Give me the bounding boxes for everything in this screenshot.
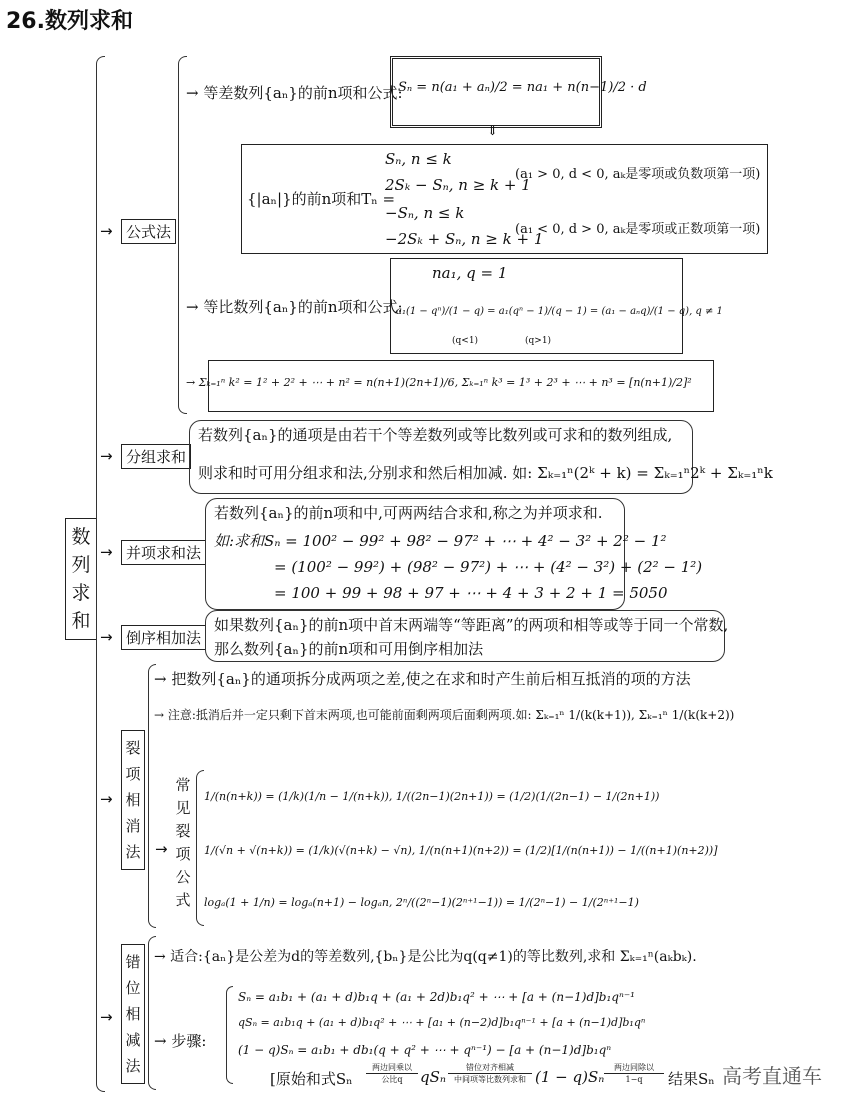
split-line-1: → 把数列{aₙ}的通项拆分成两项之差,使之在求和时产生前后相互抵消的项的方法: [154, 670, 691, 688]
step-1: Sₙ = a₁b₁ + (a₁ + d)b₁q + (a₁ + 2d)b₁q² + ⋯ + [a + (n−1)d]b₁qⁿ⁻¹: [238, 990, 635, 1004]
misalign-steps-label: → 步骤:: [154, 1032, 207, 1050]
flow-mid-2: (1 − q)Sₙ: [535, 1068, 605, 1086]
flow-mid-1: qSₙ: [420, 1068, 446, 1086]
reverse-line-2: 那么数列{aₙ}的前n项和可用倒序相加法: [214, 640, 484, 658]
steps-bracket: [226, 986, 233, 1084]
split-line-2: → 注意:抵消后并一定只剩下首末两项,也可能前面剩两项后面剩两项.如: Σₖ₌₁ⁿ 1/(k(k+1)), Σₖ₌₁ⁿ 1/(k(k+2)): [154, 708, 735, 722]
method-misalign: 错位相减法: [121, 944, 145, 1084]
split-bracket: [148, 664, 156, 928]
abs-case-2b: −2Sₖ + Sₙ, n ≥ k + 1: [385, 230, 544, 248]
down-arrow: ⇓: [487, 124, 498, 139]
reverse-line-1: 如果数列{aₙ}的前n项中首末两端等“等距离”的两项和相等或等于同一个常数,: [214, 616, 729, 634]
method-reverse: 倒序相加法: [121, 625, 206, 650]
watermark: 高考直通车: [722, 1064, 822, 1088]
step-3: (1 − q)Sₙ = a₁b₁ + db₁(q + q² + ⋯ + qⁿ⁻¹) − [a + (n−1)d]b₁qⁿ: [238, 1043, 612, 1057]
flow-arrow-2-top: 错位对齐相减: [466, 1063, 514, 1072]
method-pair: 并项求和法: [121, 540, 206, 565]
flow-arrow-1: [366, 1062, 418, 1085]
method-formula: 公式法: [121, 219, 176, 244]
flow-end: 结果Sₙ: [668, 1070, 715, 1088]
geo-note-1: (q<1): [452, 336, 479, 346]
arrow-reverse: →: [100, 628, 113, 646]
abs-case-2a: −Sₙ, n ≤ k: [385, 204, 465, 222]
flow-start: [原始和式Sₙ: [270, 1070, 353, 1088]
geo-case-1: na₁, q = 1: [432, 264, 508, 282]
flow-arrow-3-bottom: 1−q: [625, 1075, 643, 1084]
page-title: 26.数列求和: [6, 9, 133, 34]
geo-case-2: a₁(1 − qⁿ)/(1 − q) = a₁(qⁿ − 1)/(q − 1) = (a₁ − aₙq)/(1 − q), q ≠ 1: [396, 306, 723, 317]
arrow-split: →: [100, 790, 113, 808]
misalign-fit: → 适合:{aₙ}是公差为d的等差数列,{bₙ}是公比为q(q≠1)的等比数列,求和 Σₖ₌₁ⁿ(aₖbₖ).: [154, 949, 697, 965]
flow-arrow-3-top: 两边同除以: [614, 1063, 654, 1072]
abs-cond-1: (a₁ > 0, d < 0, aₖ是零项或负数项第一项): [515, 167, 761, 182]
group-line-1: 若数列{aₙ}的通项是由若干个等差数列或等比数列或可求和的数列组成,: [198, 426, 673, 444]
flow-arrow-3: [604, 1062, 664, 1085]
arith-sum-formula: Sₙ = n(a₁ + aₙ)/2 = na₁ + n(n−1)/2 · d: [398, 80, 647, 95]
pair-line-4: = 100 + 99 + 98 + 97 + ⋯ + 4 + 3 + 2 + 1 = 5050: [274, 584, 668, 602]
flow-arrow-2: [448, 1062, 532, 1085]
arrow-misalign: →: [100, 1008, 113, 1026]
abs-cond-2: (a₁ < 0, d > 0, aₖ是零项或正数项第一项): [515, 222, 761, 237]
arrow-common: →: [155, 840, 168, 858]
method-split: 裂项相消法: [121, 730, 145, 870]
split-formula-3: logₐ(1 + 1/n) = logₐ(n+1) − logₐn, 2ⁿ/((2ⁿ−1)(2ⁿ⁺¹−1)) = 1/(2ⁿ−1) − 1/(2ⁿ⁺¹−1): [204, 896, 639, 909]
formula-bracket: [178, 56, 187, 414]
flow-arrow-1-top: 两边同乘以: [372, 1063, 412, 1072]
pair-line-1: 若数列{aₙ}的前n项和中,可两两结合求和,称之为并项求和.: [214, 504, 603, 522]
method-group: 分组求和: [121, 444, 191, 469]
power-sums: → Σₖ₌₁ⁿ k² = 1² + 2² + ⋯ + n² = n(n+1)(2n+1)/6, Σₖ₌₁ⁿ k³ = 1³ + 2³ + ⋯ + n³ = [n(n+1)/2]²: [186, 376, 692, 389]
step-2: qSₙ = a₁b₁q + (a₁ + d)b₁q² + ⋯ + [a₁ + (n−2)d]b₁qⁿ⁻¹ + [a + (n−1)d]b₁qⁿ: [238, 1016, 646, 1029]
root-topic: 数列求和: [65, 518, 97, 640]
arith-sum-intro: → 等差数列{aₙ}的前n项和公式:: [186, 84, 403, 102]
arrow-formula: →: [100, 222, 113, 240]
pair-line-3: = (100² − 99²) + (98² − 97²) + ⋯ + (4² − 3²) + (2² − 1²): [274, 558, 703, 576]
flow-arrow-1-bottom: 公比q: [381, 1075, 403, 1084]
pair-line-2: 如:求和Sₙ = 100² − 99² + 98² − 97² + ⋯ + 4² − 3² + 2² − 1²: [214, 532, 667, 550]
arrow-group: →: [100, 447, 113, 465]
abs-sum-intro: {|aₙ|}的前n项和Tₙ =: [247, 190, 396, 208]
common-split-label: 常见裂项公式: [175, 776, 191, 909]
main-bracket: [96, 56, 105, 1092]
arrow-pair: →: [100, 543, 113, 561]
group-line-2: 则求和时可用分组求和法,分别求和然后相加减. 如: Σₖ₌₁ⁿ(2ᵏ + k) = Σₖ₌₁ⁿ2ᵏ + Σₖ₌₁ⁿk: [198, 464, 773, 482]
abs-case-1b: 2Sₖ − Sₙ, n ≥ k + 1: [385, 176, 531, 194]
common-bracket: [196, 770, 204, 926]
geo-sum-intro: → 等比数列{aₙ}的前n项和公式:: [186, 298, 403, 316]
flow-arrow-2-bottom: 中间项等比数列求和: [454, 1075, 526, 1084]
geo-note-2: (q>1): [525, 336, 552, 346]
abs-case-1a: Sₙ, n ≤ k: [385, 150, 452, 168]
split-formula-2: 1/(√n + √(n+k)) = (1/k)(√(n+k) − √n), 1/(n(n+1)(n+2)) = (1/2)[1/(n(n+1)) − 1/((n+1)(n+2))]: [204, 844, 718, 857]
split-formula-1: 1/(n(n+k)) = (1/k)(1/n − 1/(n+k)), 1/((2n−1)(2n+1)) = (1/2)(1/(2n−1) − 1/(2n+1)): [204, 790, 660, 803]
